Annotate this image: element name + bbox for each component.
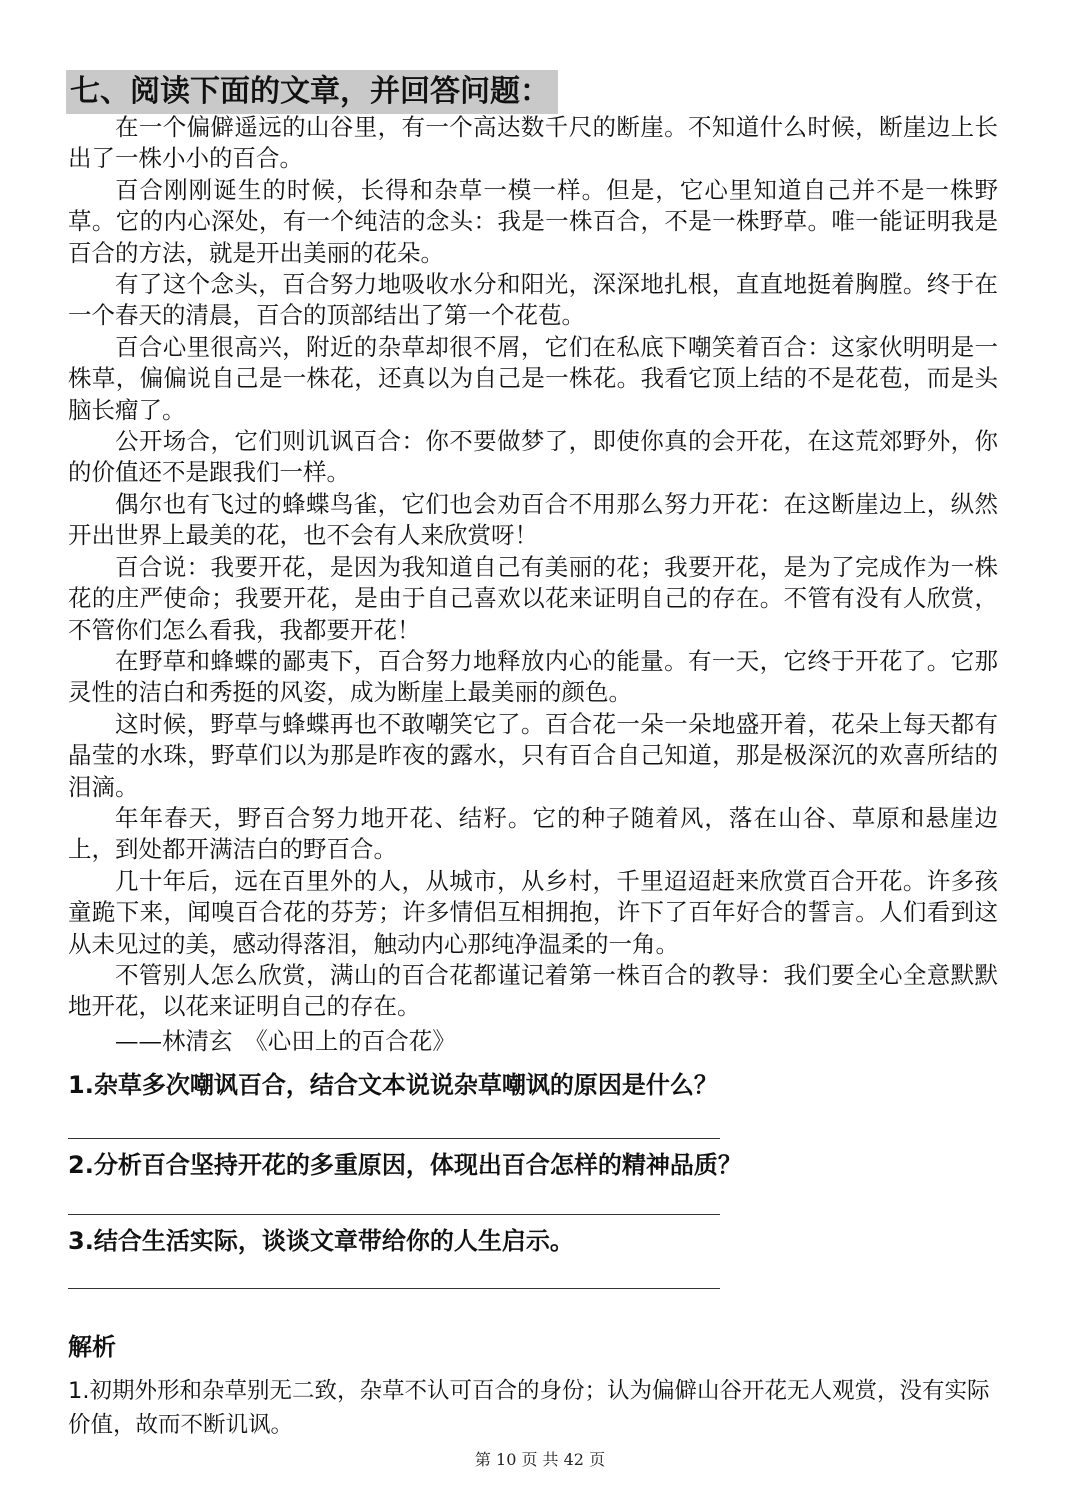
answer-line-3[interactable] xyxy=(68,1288,720,1289)
article-paragraph: 几十年后，远在百里外的人，从城市，从乡村，千里迢迢赶来欣赏百合开花。许多孩童跪下来，闻嗅百合花的芬芳；许多情侣互相拥抱，许下了百年好合的誓言。人们看到这从未见过的美，感动得落泪，触动内心那纯净温柔的一角。 xyxy=(68,866,998,958)
answer-line-2[interactable] xyxy=(68,1214,720,1215)
answer-line-1[interactable] xyxy=(68,1138,720,1139)
question-3: 3.结合生活实际，谈谈文章带给你的人生启示。 xyxy=(68,1227,574,1255)
article-paragraph: 不管别人怎么欣赏，满山的百合花都谨记着第一株百合的教导：我们要全心全意默默地开花，以花来证明自己的存在。 xyxy=(68,960,998,1021)
analysis-title: 解析 xyxy=(68,1333,116,1361)
article-paragraph: 百合心里很高兴，附近的杂草却很不屑，它们在私底下嘲笑着百合：这家伙明明是一株草，偏偏说自己是一株花，还真以为自己是一株花。我看它顶上结的不是花苞，而是头脑长瘤了。 xyxy=(68,332,998,424)
article-paragraph: 公开场合，它们则讥讽百合：你不要做梦了，即使你真的会开花，在这荒郊野外，你的价值还不是跟我们一样。 xyxy=(68,427,998,487)
question-1: 1.杂草多次嘲讽百合，结合文本说说杂草嘲讽的原因是什么？ xyxy=(68,1071,718,1099)
article-body xyxy=(68,112,998,1059)
article-paragraph: 偶尔也有飞过的蜂蝶鸟雀，它们也会劝百合不用那么努力开花：在这断崖边上，纵然开出世界上最美的花，也不会有人来欣赏呀！ xyxy=(68,489,998,550)
page-footer: 第 10 页 共 42 页 xyxy=(474,1450,606,1469)
question-2: 2.分析百合坚持开花的多重原因，体现出百合怎样的精神品质？ xyxy=(68,1151,742,1179)
analysis-text: 1.初期外形和杂草别无二致，杂草不认可百合的身份；认为偏僻山谷开花无人观赏，没有实际价值，故而不断讥讽。 xyxy=(68,1378,990,1438)
article-attribution: ——林清玄 《心田上的百合花》 xyxy=(115,1026,456,1055)
section-heading: 七、阅读下面的文章，并回答问题： xyxy=(66,70,558,114)
article-paragraph: 年年春天，野百合努力地开花、结籽。它的种子随着风，落在山谷、草原和悬崖边上，到处都开满洁白的野百合。 xyxy=(68,803,998,864)
article-paragraph: 百合刚刚诞生的时候，长得和杂草一模一样。但是，它心里知道自己并不是一株野草。它的内心深处，有一个纯洁的念头：我是一株百合，不是一株野草。唯一能证明我是百合的方法，就是开出美丽的花朵。 xyxy=(68,175,998,267)
article-paragraph: 有了这个念头，百合努力地吸收水分和阳光，深深地扎根，直直地挺着胸膛。终于在一个春天的清晨，百合的顶部结出了第一个花苞。 xyxy=(68,270,998,330)
article-paragraph: 在一个偏僻遥远的山谷里，有一个高达数千尺的断崖。不知道什么时候，断崖边上长出了一株小小的百合。 xyxy=(68,113,998,173)
article-paragraph: 百合说：我要开花，是因为我知道自己有美丽的花；我要开花，是为了完成作为一株花的庄严使命；我要开花，是由于自己喜欢以花来证明自己的存在。不管有没有人欣赏，不管你们怎么看我，我都要开花！ xyxy=(68,552,998,644)
article-paragraph: 在野草和蜂蝶的鄙夷下，百合努力地释放内心的能量。有一天，它终于开花了。它那灵性的洁白和秀挺的风姿，成为断崖上最美丽的颜色。 xyxy=(68,646,998,707)
article-paragraph: 这时候，野草与蜂蝶再也不敢嘲笑它了。百合花一朵一朵地盛开着，花朵上每天都有晶莹的水珠，野草们以为那是昨夜的露水，只有百合自己知道，那是极深沉的欢喜所结的泪滴。 xyxy=(68,709,998,801)
